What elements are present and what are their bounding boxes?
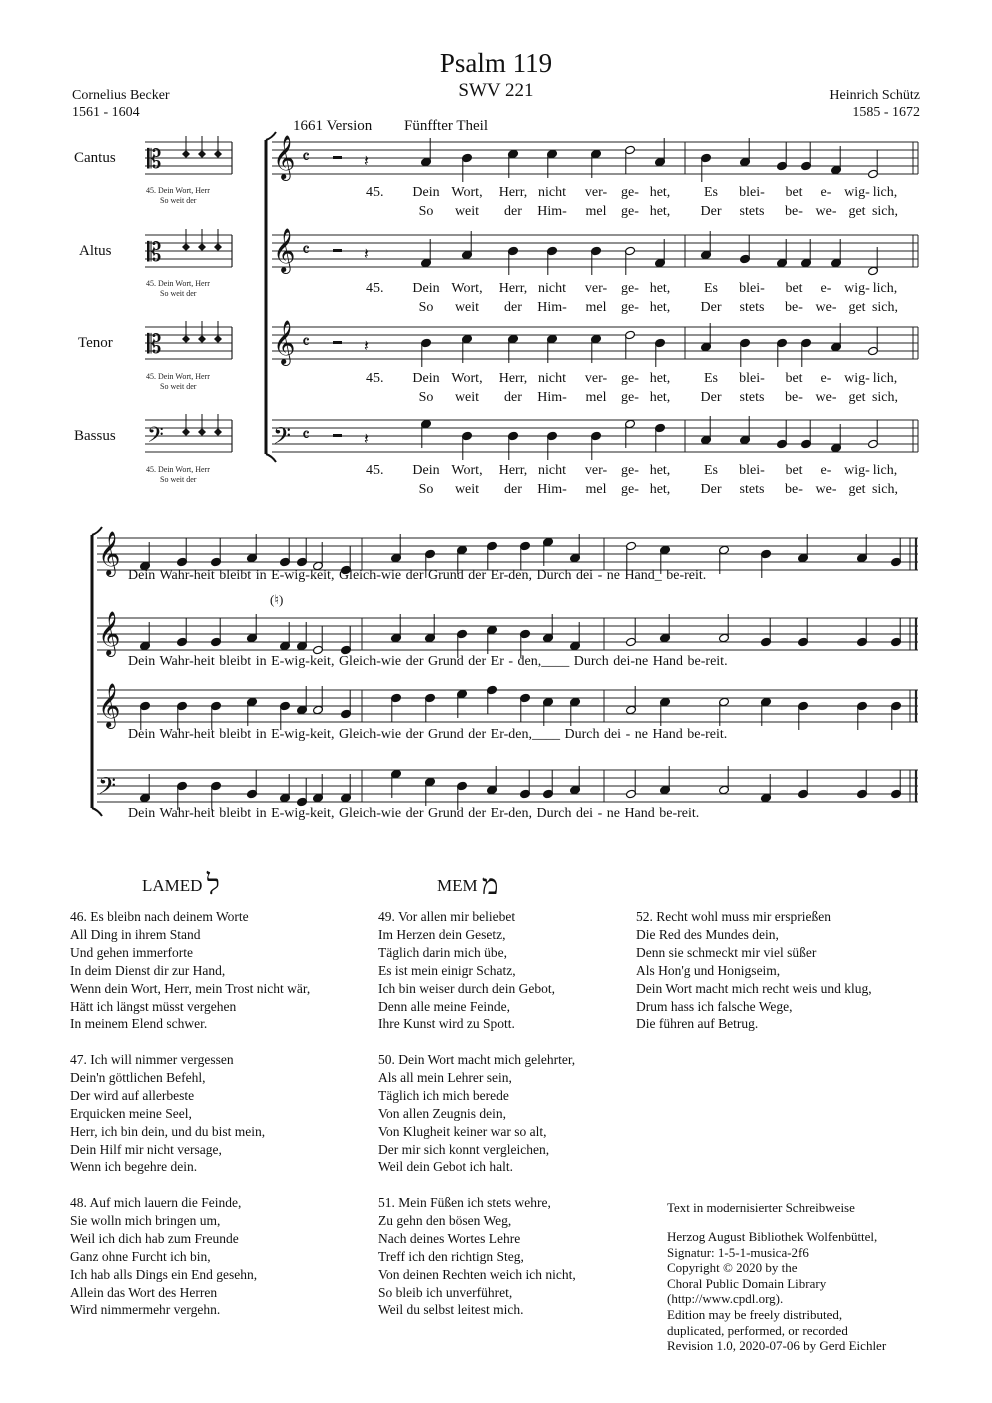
stanza-52: 52. Recht wohl muss mir ersprießen Die Red des Mundes dein, Denn sie schmeckt mir viel süßer Als Hon'g und Honigseim, Dein Wort macht mich recht weis und klug, Drum hass ich falsche Wege, Die führen auf Betrug. — [636, 909, 872, 1032]
lyric-syllable: lich, — [872, 371, 898, 386]
lyric-syllable: ge- — [621, 300, 639, 315]
version-label: 1661 Version — [293, 118, 373, 134]
lyric-syllable: be- — [785, 390, 803, 405]
lyric-syllable: So — [418, 482, 434, 497]
lyric-syllable: blei- — [739, 463, 765, 478]
lyric-syllable: be- — [785, 482, 803, 497]
quarter-rest: 𝄽 — [364, 336, 369, 355]
copyright-block: Herzog August Bibliothek Wolfenbüttel, Signatur: 1-5-1-musica-2f6 Copyright © 2020 by the Choral Public Domain Library (http://www.cpdl.org). Edition may be freely distributed, duplicated, performed, or recorded Revision 1.0, 2020-07-06 by Gerd Eichler — [667, 1229, 887, 1354]
system2-lyrics-bassus: Dein Wahr-heit bleibt in E-wig-keit, Gleich-wie der Grund der Er-den, Durch dei - ne Hand be-reit. — [128, 806, 700, 821]
lyric-syllable: ge- — [621, 185, 639, 200]
lyric-syllable: mel — [585, 482, 607, 497]
clef: 𝄞 — [98, 531, 121, 575]
system-bracket — [266, 454, 276, 462]
lyric-syllable: So — [418, 300, 434, 315]
lyric-syllable: mel — [585, 300, 607, 315]
hebrew-letter-mem: מ — [481, 870, 499, 901]
lyric-syllable: het, — [649, 371, 671, 386]
lyric-syllable: blei- — [739, 185, 765, 200]
lyric-syllable: e- — [820, 463, 832, 478]
lyric-syllable: So — [418, 204, 434, 219]
lyric-syllable: get — [848, 390, 866, 405]
poet-name: Cornelius Becker — [72, 88, 170, 103]
lyric-syllable: het, — [649, 204, 671, 219]
incipit-text-bassus: 45. Dein Wort, Herr So weit der — [146, 465, 210, 484]
clef: 𝄞 — [273, 228, 296, 272]
lyric-syllable: get — [848, 204, 866, 219]
lyric-syllable: ver- — [584, 371, 608, 386]
incipit-clef: 𝄡 — [147, 330, 162, 360]
lyric-syllable: wig- — [844, 185, 870, 200]
lyric-syllable: ge- — [621, 371, 639, 386]
incipit-note — [214, 335, 222, 343]
incipit-note — [182, 335, 190, 343]
lyric-syllable: Der — [700, 204, 722, 219]
lyric-syllable: weit — [454, 390, 480, 405]
voice-label-cantus: Cantus — [74, 150, 116, 166]
clef: 𝄢 — [98, 772, 117, 805]
lyric-syllable: sich, — [871, 482, 899, 497]
incipit-text-tenor: 45. Dein Wort, Herr So weit der — [146, 372, 210, 391]
lyric-syllable: het, — [649, 463, 671, 478]
lyric-syllable: get — [848, 300, 866, 315]
part-label: Fünffter Theil — [404, 118, 489, 134]
editorial-accidental: (♮) — [270, 592, 284, 607]
lyric-syllable: sich, — [871, 204, 899, 219]
lyric-syllable: nicht — [538, 371, 566, 386]
lyric-syllable: Dein — [412, 281, 440, 296]
stanza-48: 48. Auf mich lauern die Feinde, Sie wolln mich bringen um, Weil ich dich hab zum Freunde Ganz ohne Furcht ich bin, Ich hab alls Dings ein End gesehn, Allein das Wort des Herren Wird nimmermehr vergehn. — [70, 1195, 258, 1318]
time-signature: 𝄴 — [302, 147, 311, 168]
lyric-syllable: het, — [649, 185, 671, 200]
clef: 𝄞 — [273, 135, 296, 179]
lyric-syllable: weit — [454, 300, 480, 315]
lyric-syllable: ge- — [621, 281, 639, 296]
lyric-syllable: get — [848, 482, 866, 497]
incipit-clef: 𝄡 — [147, 238, 162, 268]
incipit-note — [182, 428, 190, 436]
lyric-syllable: wig- — [844, 371, 870, 386]
incipit-note — [214, 243, 222, 251]
system-bracket — [92, 808, 102, 816]
verse-number-altus: 45. — [366, 281, 384, 296]
lyric-syllable: Herr, — [498, 185, 528, 200]
lyric-syllable: bet — [785, 185, 803, 200]
lyric-syllable: Herr, — [498, 281, 528, 296]
lyric-syllable: Der — [700, 300, 722, 315]
incipit-note — [198, 243, 206, 251]
lyric-syllable: stets — [739, 204, 765, 219]
lyric-syllable: ge- — [621, 463, 639, 478]
lyric-syllable: Dein — [412, 185, 440, 200]
lyric-syllable: Wort, — [451, 463, 483, 478]
lyric-syllable: het, — [649, 390, 671, 405]
lyric-syllable: nicht — [538, 463, 566, 478]
lyric-syllable: e- — [820, 371, 832, 386]
lyric-syllable: Dein — [412, 371, 440, 386]
lyric-syllable: Herr, — [498, 463, 528, 478]
page-subtitle: SWV 221 — [458, 80, 534, 101]
lyric-syllable: Es — [704, 281, 718, 296]
incipit-note — [182, 150, 190, 158]
lyric-syllable: Wort, — [451, 185, 483, 200]
incipit-note — [198, 335, 206, 343]
lyric-syllable: Der — [700, 482, 722, 497]
incipit-note — [182, 243, 190, 251]
lyric-syllable: Dein — [412, 463, 440, 478]
lyric-syllable: mel — [585, 204, 607, 219]
lyric-syllable: Him- — [537, 300, 567, 315]
lyric-syllable: stets — [739, 390, 765, 405]
lyric-syllable: der — [504, 300, 522, 315]
voice-label-tenor: Tenor — [78, 335, 113, 351]
page-title: Psalm 119 — [439, 48, 553, 78]
incipit-note — [214, 428, 222, 436]
lyric-syllable: we- — [815, 482, 837, 497]
stanza-50: 50. Dein Wort macht mich gelehrter, Als all mein Lehrer sein, Täglich ich mich berede Von allen Zeugnis dein, Von Klugheit keiner war so alt, Der mir sich konnt vergleichen, Weil dein Gebot ich halt. — [378, 1052, 576, 1175]
clef: 𝄞 — [273, 320, 296, 364]
lyric-syllable: der — [504, 204, 522, 219]
verse-number-tenor: 45. — [366, 371, 384, 386]
lyric-syllable: wig- — [844, 281, 870, 296]
lyric-syllable: bet — [785, 281, 803, 296]
lyric-syllable: ge- — [621, 390, 639, 405]
lyric-syllable: ver- — [584, 185, 608, 200]
quarter-rest: 𝄽 — [364, 244, 369, 263]
lyric-syllable: ge- — [621, 482, 639, 497]
lyric-syllable: So — [418, 390, 434, 405]
verse-number-cantus: 45. — [366, 185, 384, 200]
stanza-46: 46. Es bleibn nach deinem Worte All Ding in ihrem Stand Und gehen immerforte In deim Dienst dir zur Hand, Wenn dein Wort, Herr, mein Trost nicht wär, Hätt ich längst müsst vergehen In meinem Elend schwer. — [70, 909, 311, 1032]
lyric-syllable: lich, — [872, 281, 898, 296]
lyric-syllable: we- — [815, 390, 837, 405]
lyric-syllable: Es — [704, 463, 718, 478]
incipit-clef: 𝄢 — [147, 423, 164, 453]
lyric-syllable: weit — [454, 204, 480, 219]
lyric-syllable: Him- — [537, 482, 567, 497]
lyric-syllable: lich, — [872, 463, 898, 478]
clef: 𝄞 — [98, 611, 121, 655]
lyric-syllable: sich, — [871, 300, 899, 315]
half-rest — [333, 341, 342, 344]
lyric-syllable: be- — [785, 204, 803, 219]
lyric-syllable: ge- — [621, 204, 639, 219]
verse-number-bassus: 45. — [366, 463, 384, 478]
quarter-rest: 𝄽 — [364, 151, 369, 170]
lyric-syllable: weit — [454, 482, 480, 497]
incipit-note — [214, 150, 222, 158]
lyric-syllable: ver- — [584, 463, 608, 478]
section-head-mem: MEM מ — [437, 870, 499, 901]
lyric-syllable: Es — [704, 185, 718, 200]
lyric-syllable: het, — [649, 482, 671, 497]
lyric-syllable: wig- — [844, 463, 870, 478]
poet-dates: 1561 - 1604 — [72, 105, 140, 120]
lyric-syllable: we- — [815, 300, 837, 315]
lyric-syllable: we- — [815, 204, 837, 219]
lyric-syllable: blei- — [739, 371, 765, 386]
time-signature: 𝄴 — [302, 240, 311, 261]
composer-name: Heinrich Schütz — [829, 88, 920, 103]
system2-lyrics-tenor: Dein Wahr-heit bleibt in E-wig-keit, Gleich-wie der Grund der Er-den,____ Durch dei - ne Hand be-reit. — [128, 727, 728, 742]
lyric-syllable: Es — [704, 371, 718, 386]
lyric-syllable: blei- — [739, 281, 765, 296]
incipit-note — [198, 428, 206, 436]
section-head-lamed: LAMED ל — [142, 870, 220, 901]
lyric-syllable: het, — [649, 281, 671, 296]
system2-lyrics-altus: Dein Wahr-heit bleibt in E-wig-keit, Gleich-wie der Grund der Er - den,____ Durch dei-ne Hand be-reit. — [128, 654, 728, 669]
lyric-syllable: nicht — [538, 281, 566, 296]
lyric-syllable: nicht — [538, 185, 566, 200]
lyric-syllable: bet — [785, 371, 803, 386]
lyric-syllable: stets — [739, 300, 765, 315]
voice-label-altus: Altus — [79, 243, 112, 259]
voice-label-bassus: Bassus — [74, 428, 116, 444]
lyric-syllable: Him- — [537, 204, 567, 219]
clef: 𝄞 — [98, 683, 121, 727]
time-signature: 𝄴 — [302, 332, 311, 353]
stanza-51: 51. Mein Füßen ich stets wehre, Zu gehn den bösen Weg, Nach deines Wortes Lehre Treff ich den richtign Steg, Von deinen Rechten weich ich nicht, So bleib ich unverführet, Weil du selbst leitest mich. — [378, 1195, 576, 1318]
lyric-syllable: Herr, — [498, 371, 528, 386]
lyric-syllable: stets — [739, 482, 765, 497]
lyric-syllable: be- — [785, 300, 803, 315]
lyric-syllable: der — [504, 390, 522, 405]
quarter-rest: 𝄽 — [364, 429, 369, 448]
incipit-text-cantus: 45. Dein Wort, Herr So weit der — [146, 186, 210, 205]
text-note: Text in modernisierter Schreibweise — [667, 1200, 855, 1215]
lyric-syllable: Der — [700, 390, 722, 405]
lyric-syllable: e- — [820, 281, 832, 296]
hebrew-letter-lamed: ל — [206, 870, 220, 901]
lyric-syllable: sich, — [871, 390, 899, 405]
composer-dates: 1585 - 1672 — [852, 105, 920, 120]
incipit-clef: 𝄡 — [147, 145, 162, 175]
half-rest — [333, 156, 342, 159]
incipit-text-altus: 45. Dein Wort, Herr So weit der — [146, 279, 210, 298]
time-signature: 𝄴 — [302, 425, 311, 446]
lyric-syllable: mel — [585, 390, 607, 405]
half-rest — [333, 434, 342, 437]
lyric-syllable: Him- — [537, 390, 567, 405]
incipit-note — [198, 150, 206, 158]
lyric-syllable: e- — [820, 185, 832, 200]
lyric-syllable: ver- — [584, 281, 608, 296]
half-rest — [333, 249, 342, 252]
lyric-syllable: het, — [649, 300, 671, 315]
clef: 𝄢 — [273, 422, 292, 455]
stanza-47: 47. Ich will nimmer vergessen Dein'n göttlichen Befehl, Der wird auf allerbeste Erquicken meine Seel, Herr, ich bin dein, und du bist mein, Dein Hilf mir nicht versage, Wenn ich begehre dein. — [70, 1052, 266, 1175]
lyric-syllable: Wort, — [451, 371, 483, 386]
lyric-syllable: Wort, — [451, 281, 483, 296]
lyric-syllable: bet — [785, 463, 803, 478]
stanza-49: 49. Vor allen mir beliebet Im Herzen dein Gesetz, Täglich darin mich übe, Es ist mein einigr Schatz, Ich bin weiser durch dein Gebot, Denn alle meine Feinde, Ihre Kunst wird zu Spott. — [378, 909, 555, 1032]
system2-lyrics-cantus: Dein Wahr-heit bleibt in E-wig-keit, Gleich-wie der Grund der Er-den, Durch dei - ne Hand_ be-reit. — [128, 568, 707, 583]
lyric-syllable: lich, — [872, 185, 898, 200]
lyric-syllable: der — [504, 482, 522, 497]
